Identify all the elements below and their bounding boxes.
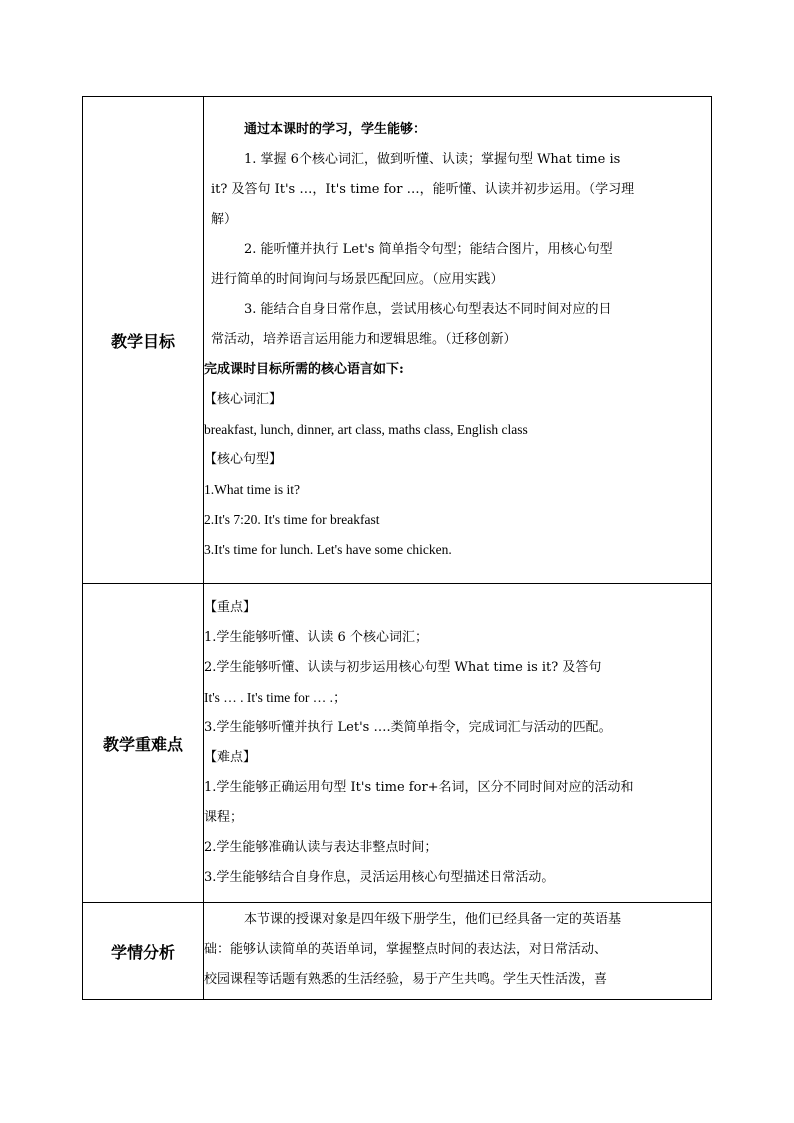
learner-analysis-content bbox=[204, 903, 712, 1000]
objectives-content bbox=[204, 97, 712, 584]
row-label-objectives: 教学目标 bbox=[83, 97, 204, 584]
key-point-1: 1.学生能够听懂、认读 6 个核心词汇； bbox=[204, 630, 428, 645]
sentence-title: 【核心句型】 bbox=[204, 452, 283, 467]
goal-1-line-2: it? 及答句 It's …，It's time for …，能听懂、认读并初步运用。（学习理 bbox=[211, 182, 635, 197]
difficulties-title: 【难点】 bbox=[204, 750, 257, 765]
key-point-3: 3.学生能够听懂并执行 Let's ….类简单指令，完成词汇与活动的匹配。 bbox=[204, 720, 612, 735]
table-row bbox=[83, 903, 712, 1000]
difficulty-2: 2.学生能够准确认读与表达非整点时间； bbox=[204, 840, 438, 855]
goal-1-line-1: 1. 掌握 6个核心词汇，做到听懂、认读；掌握句型 What time is bbox=[244, 152, 621, 167]
goal-3-line-1: 3. 能结合自身日常作息，尝试用核心句型表达不同时间对应的日 bbox=[244, 302, 612, 317]
analysis-line-2: 础：能够认读简单的英语单词，掌握整点时间的表达法，对日常活动、 bbox=[204, 942, 608, 957]
sentence-1: 1.What time is it? bbox=[204, 482, 300, 497]
goal-3-line-2: 常活动，培养语言运用能力和逻辑思维。（迁移创新） bbox=[211, 332, 517, 347]
sentence-2: 2.It's 7:20. It's time for breakfast bbox=[204, 512, 380, 527]
sentence-3: 3.It's time for lunch. Let's have some chicken. bbox=[204, 542, 452, 557]
lesson-plan-table bbox=[82, 96, 712, 1000]
core-language-title: 完成课时目标所需的核心语言如下: bbox=[204, 362, 404, 377]
key-point-2-line-2: It's … . It's time for … .； bbox=[204, 690, 347, 705]
goal-1-line-3: 解） bbox=[211, 212, 238, 227]
analysis-line-1: 本节课的授课对象是四年级下册学生，他们已经具备一定的英语基 bbox=[244, 912, 622, 927]
row-label-key-points: 教学重难点 bbox=[83, 584, 204, 903]
goal-2-line-1: 2. 能听懂并执行 Let's 简单指令句型；能结合图片，用核心句型 bbox=[244, 242, 613, 257]
objectives-intro: 通过本课时的学习，学生能够： bbox=[244, 122, 427, 137]
key-point-2-line-1: 2.学生能够听懂、认读与初步运用核心句型 What time is it? 及答句 bbox=[204, 660, 602, 675]
difficulty-3: 3.学生能够结合自身作息，灵活运用核心句型描述日常活动。 bbox=[204, 870, 555, 885]
table-row bbox=[83, 97, 712, 584]
key-points-content bbox=[204, 584, 712, 903]
difficulty-1-line-1: 1.学生能够正确运用句型 It's time for+名词，区分不同时间对应的活动和 bbox=[204, 780, 634, 795]
difficulty-1-line-2: 课程； bbox=[204, 810, 244, 825]
row-label-learner-analysis: 学情分析 bbox=[83, 903, 204, 1000]
analysis-line-3: 校园课程等话题有熟悉的生活经验，易于产生共鸣。学生天性活泼，喜 bbox=[204, 972, 608, 987]
key-points-title: 【重点】 bbox=[204, 600, 257, 615]
vocab-title: 【核心词汇】 bbox=[204, 392, 283, 407]
vocab-list: breakfast, lunch, dinner, art class, maths class, English class bbox=[204, 422, 528, 437]
goal-2-line-2: 进行简单的时间询问与场景匹配回应。（应用实践） bbox=[211, 272, 504, 287]
table-row bbox=[83, 584, 712, 903]
